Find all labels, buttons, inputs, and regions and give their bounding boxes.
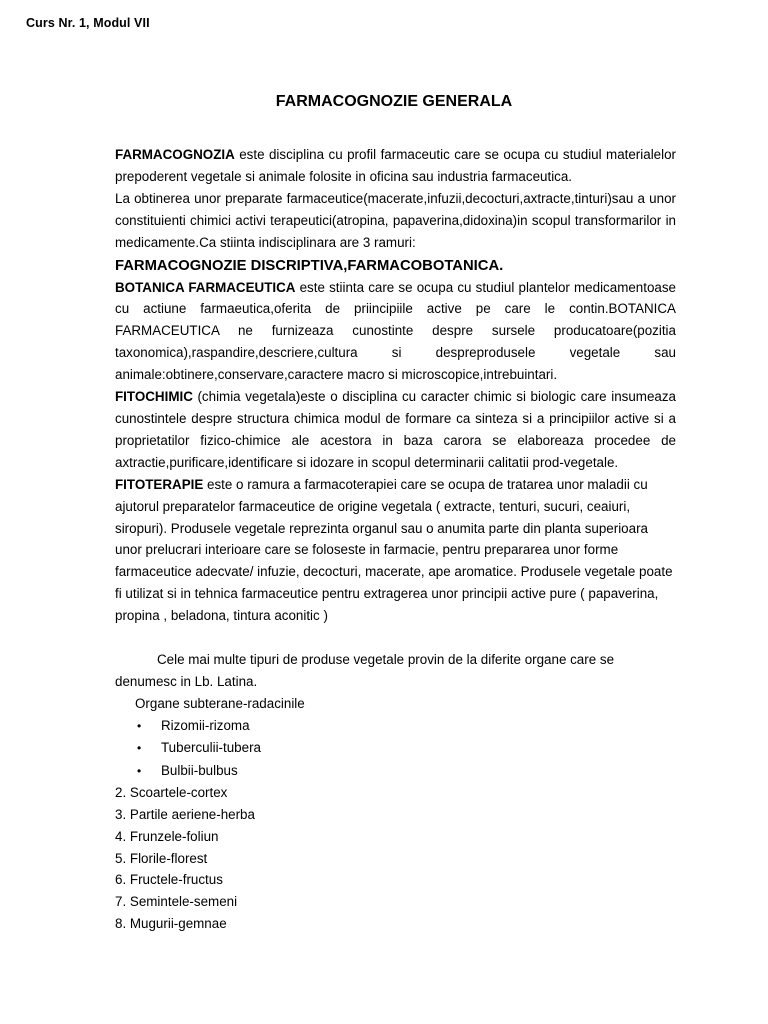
fitoterapie-text: este o ramura a farmacoterapiei care se ocupa de tratarea unor maladii cu ajutorul preparatelor farmaceutice de origine vegetala ( extracte, tenturi, sucuri, ceaiuri, siropuri). Produsele vegetale reprezinta organul sau o anumita parte din planta superioara unor prelucrari interioare care se foloseste in farmacie, pentru prepararea unor forme farmaceutice adecvate/ infuzie, decocturi, macerate, ape aromatice. Produsele vegetale poate fi utilizat si in tehnica farmaceutice pentru extragerea unor principii active pure ( papaverina, propina , beladona, tintura aconitic ) bbox=[115, 476, 673, 624]
list-item bbox=[115, 760, 676, 783]
list-item: 7. Semintele-semeni bbox=[115, 894, 238, 910]
document-body bbox=[115, 144, 676, 935]
botanica-term: BOTANICA FARMACEUTICA bbox=[115, 279, 296, 295]
list-item: 3. Partile aeriene-herba bbox=[115, 807, 255, 823]
botanica-paragraph bbox=[115, 277, 676, 387]
intro-paragraph bbox=[115, 144, 676, 188]
organs-subterane-list bbox=[115, 715, 676, 783]
bullet-icon: • bbox=[137, 763, 142, 778]
document-title: FARMACOGNOZIE GENERALA bbox=[275, 93, 513, 110]
course-header: Curs Nr. 1, Modul VII bbox=[26, 16, 150, 30]
fitochimic-term: FITOCHIMIC bbox=[115, 389, 193, 405]
bullet-icon: • bbox=[137, 718, 142, 733]
paragraph-spacer bbox=[115, 627, 676, 649]
botanica-text: este stiinta care se ocupa cu studiul plantelor medicamentoase cu actiune farmaeutica,oferita de priincipiile active pe care le contin.BOTANICA FARMACEUTICA ne furnizeaza cunostinte despre sursele producatoare(pozitia taxonomica),raspandire,descriere,cultura si despreprodusele vegetale sau animale:obtinere,conservare,caractere macro si microscopice,intrebuintari. bbox=[115, 279, 677, 383]
list-item bbox=[115, 715, 676, 738]
list-item: 6. Fructele-fructus bbox=[115, 872, 223, 888]
fitochimic-paragraph bbox=[115, 386, 676, 474]
list-item-label: Bulbii-bulbus bbox=[161, 762, 238, 778]
list-item: 4. Frunzele-foliun bbox=[115, 828, 219, 844]
organs-intro-paragraph: Cele mai multe tipuri de produse vegetale provin de la diferite organe care se denumesc in Lb. Latina. bbox=[115, 652, 615, 689]
obtinere-paragraph: La obtinerea unor preparate farmaceutice(macerate,infuzii,decocturi,axtracte,tinturi)sau a unor constituienti chimici activi terapeutici(atropina, papaverina,didoxina)in scopul transformarilor in medicamente.Ca stiinta indisciplinara are 3 ramuri: bbox=[115, 190, 676, 250]
fitoterapie-term: FITOTERAPIE bbox=[115, 476, 204, 492]
list-item: 5. Florile-florest bbox=[115, 850, 208, 866]
fitochimic-text: (chimia vegetala)este o disciplina cu caracter chimic si biologic care insumeaza cunostintele despre structura chimica modul de formare ca sinteza si a principiilor active si a proprietatilor fizico-chimice ale acestora in baza carora se elaboreaza procedee de axtractie,purificare,identificare si idozare in scopul determinarii calitatii prod-vegetale. bbox=[115, 389, 676, 470]
list-item bbox=[115, 737, 676, 760]
bullet-icon: • bbox=[137, 741, 142, 756]
list-item: 8. Mugurii-gemnae bbox=[115, 916, 227, 932]
branches-heading: FARMACOGNOZIE DISCRIPTIVA,FARMACOBOTANICA. bbox=[115, 257, 504, 274]
organ-parts-list bbox=[115, 782, 676, 935]
fitoterapie-paragraph bbox=[115, 474, 676, 627]
intro-text: este disciplina cu profil farmaceutic care se ocupa cu studiul materialelor prepoderent vegetale si animale folosite in oficina sau industria farmaceutica. bbox=[115, 147, 676, 184]
list-item-label: Tuberculii-tubera bbox=[161, 740, 261, 756]
list-item-label: Rizomii-rizoma bbox=[161, 717, 250, 733]
intro-term: FARMACOGNOZIA bbox=[115, 147, 235, 162]
list-item: 2. Scoartele-cortex bbox=[115, 785, 228, 801]
organs-subterane-heading: Organe subterane-radacinile bbox=[135, 695, 305, 711]
